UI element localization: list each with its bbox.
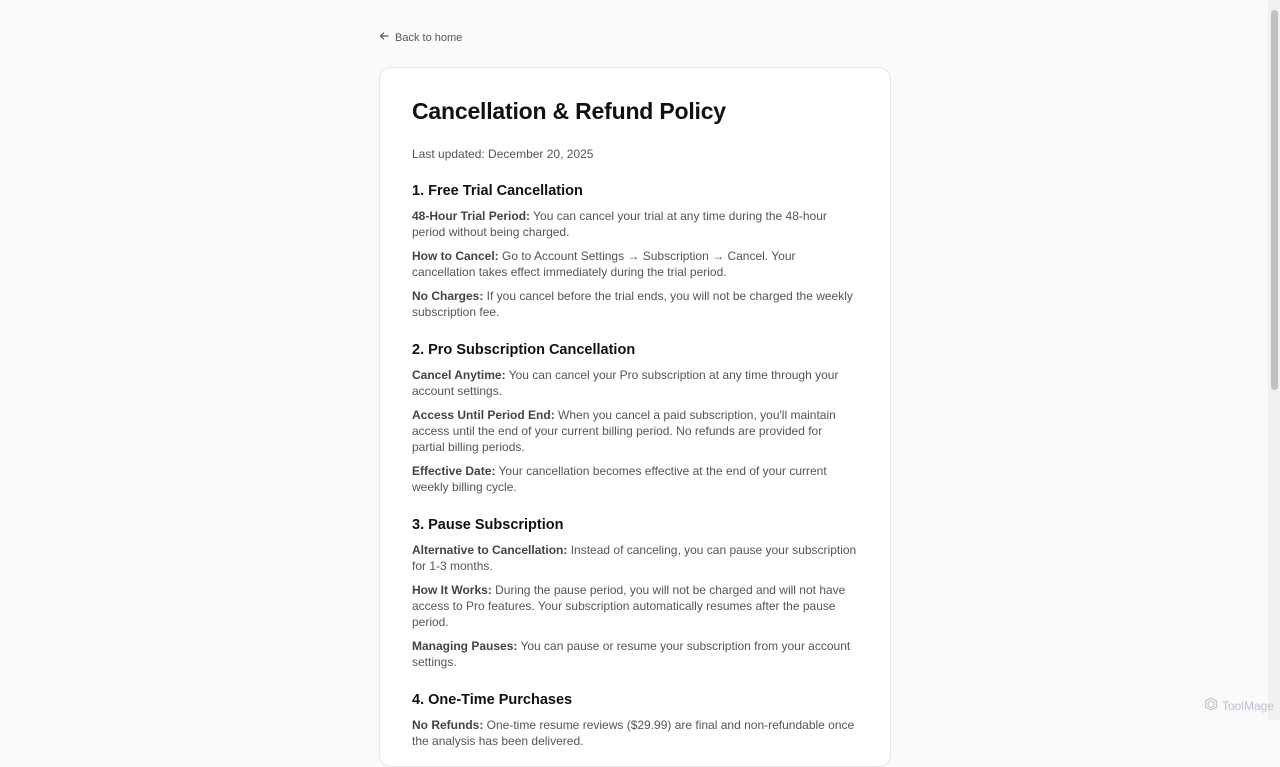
paragraph: [412, 463, 858, 495]
paragraph-text: One-time resume reviews ($29.99) are final and non-refundable once the analysis has been delivered.: [412, 718, 855, 748]
section-heading: 3. Pause Subscription: [412, 517, 564, 533]
paragraph-text: If you cancel before the trial ends, you will not be charged the weekly subscription fee.: [412, 289, 853, 319]
last-updated: Last updated: December 20, 2025: [412, 147, 594, 161]
paragraph: [412, 288, 858, 320]
paragraph: [412, 582, 858, 630]
paragraph-label: Effective Date:: [412, 464, 496, 478]
paragraph-label: Cancel Anytime:: [412, 368, 506, 382]
logo-icon: [1204, 697, 1218, 714]
paragraph-label: How to Cancel:: [412, 249, 499, 263]
page-title: Cancellation & Refund Policy: [412, 98, 726, 124]
paragraph-text: You can cancel your Pro subscription at any time through your account settings.: [412, 368, 839, 398]
paragraph-label: No Charges:: [412, 289, 484, 303]
paragraph-text: You can pause or resume your subscription from your account settings.: [412, 639, 851, 669]
watermark: [1204, 697, 1274, 714]
section-pause-subscription: [412, 517, 858, 670]
scrollbar-thumb[interactable]: [1271, 10, 1278, 390]
paragraph-text: Instead of canceling, you can pause your subscription for 1-3 months.: [412, 543, 857, 573]
paragraph-label: How It Works:: [412, 583, 492, 597]
arrow-left-icon: [379, 31, 389, 44]
paragraph-text: During the pause period, you will not be charged and will not have access to Pro features. Your subscription automatically resumes after the pause period.: [412, 583, 846, 629]
paragraph-label: 48-Hour Trial Period:: [412, 209, 531, 223]
paragraph-label: Access Until Period End:: [412, 408, 555, 422]
paragraph-text: You can cancel your trial at any time during the 48-hour period without being charged.: [412, 209, 827, 239]
section-free-trial: [412, 183, 858, 320]
paragraph: [412, 717, 858, 749]
paragraph: [412, 208, 858, 240]
paragraph: [412, 407, 858, 455]
policy-card: [379, 67, 891, 767]
back-to-home-link[interactable]: [379, 31, 462, 44]
page-scrollbar[interactable]: [1268, 0, 1280, 720]
paragraph-text: Your cancellation becomes effective at the end of your current weekly billing cycle.: [412, 464, 827, 494]
section-heading: 1. Free Trial Cancellation: [412, 183, 583, 199]
paragraph-label: Managing Pauses:: [412, 639, 518, 653]
section-pro-cancellation: [412, 342, 858, 495]
section-one-time-purchases: [412, 692, 858, 749]
paragraph: [412, 638, 858, 670]
section-heading: 2. Pro Subscription Cancellation: [412, 342, 636, 358]
paragraph: [412, 248, 858, 280]
paragraph: [412, 542, 858, 574]
paragraph: [412, 367, 858, 399]
paragraph-text: When you cancel a paid subscription, you'll maintain access until the end of your current billing period. No refunds are provided for partial billing periods.: [412, 408, 836, 454]
back-to-home-label: Back to home: [395, 31, 463, 44]
watermark-text: ToolMage: [1221, 698, 1274, 713]
paragraph-label: No Refunds:: [412, 718, 484, 732]
paragraph-text: Go to Account Settings → Subscription → Cancel. Your cancellation takes effect immediately during the trial period.: [412, 249, 796, 279]
section-heading: 4. One-Time Purchases: [412, 692, 573, 708]
paragraph-label: Alternative to Cancellation:: [412, 543, 568, 557]
